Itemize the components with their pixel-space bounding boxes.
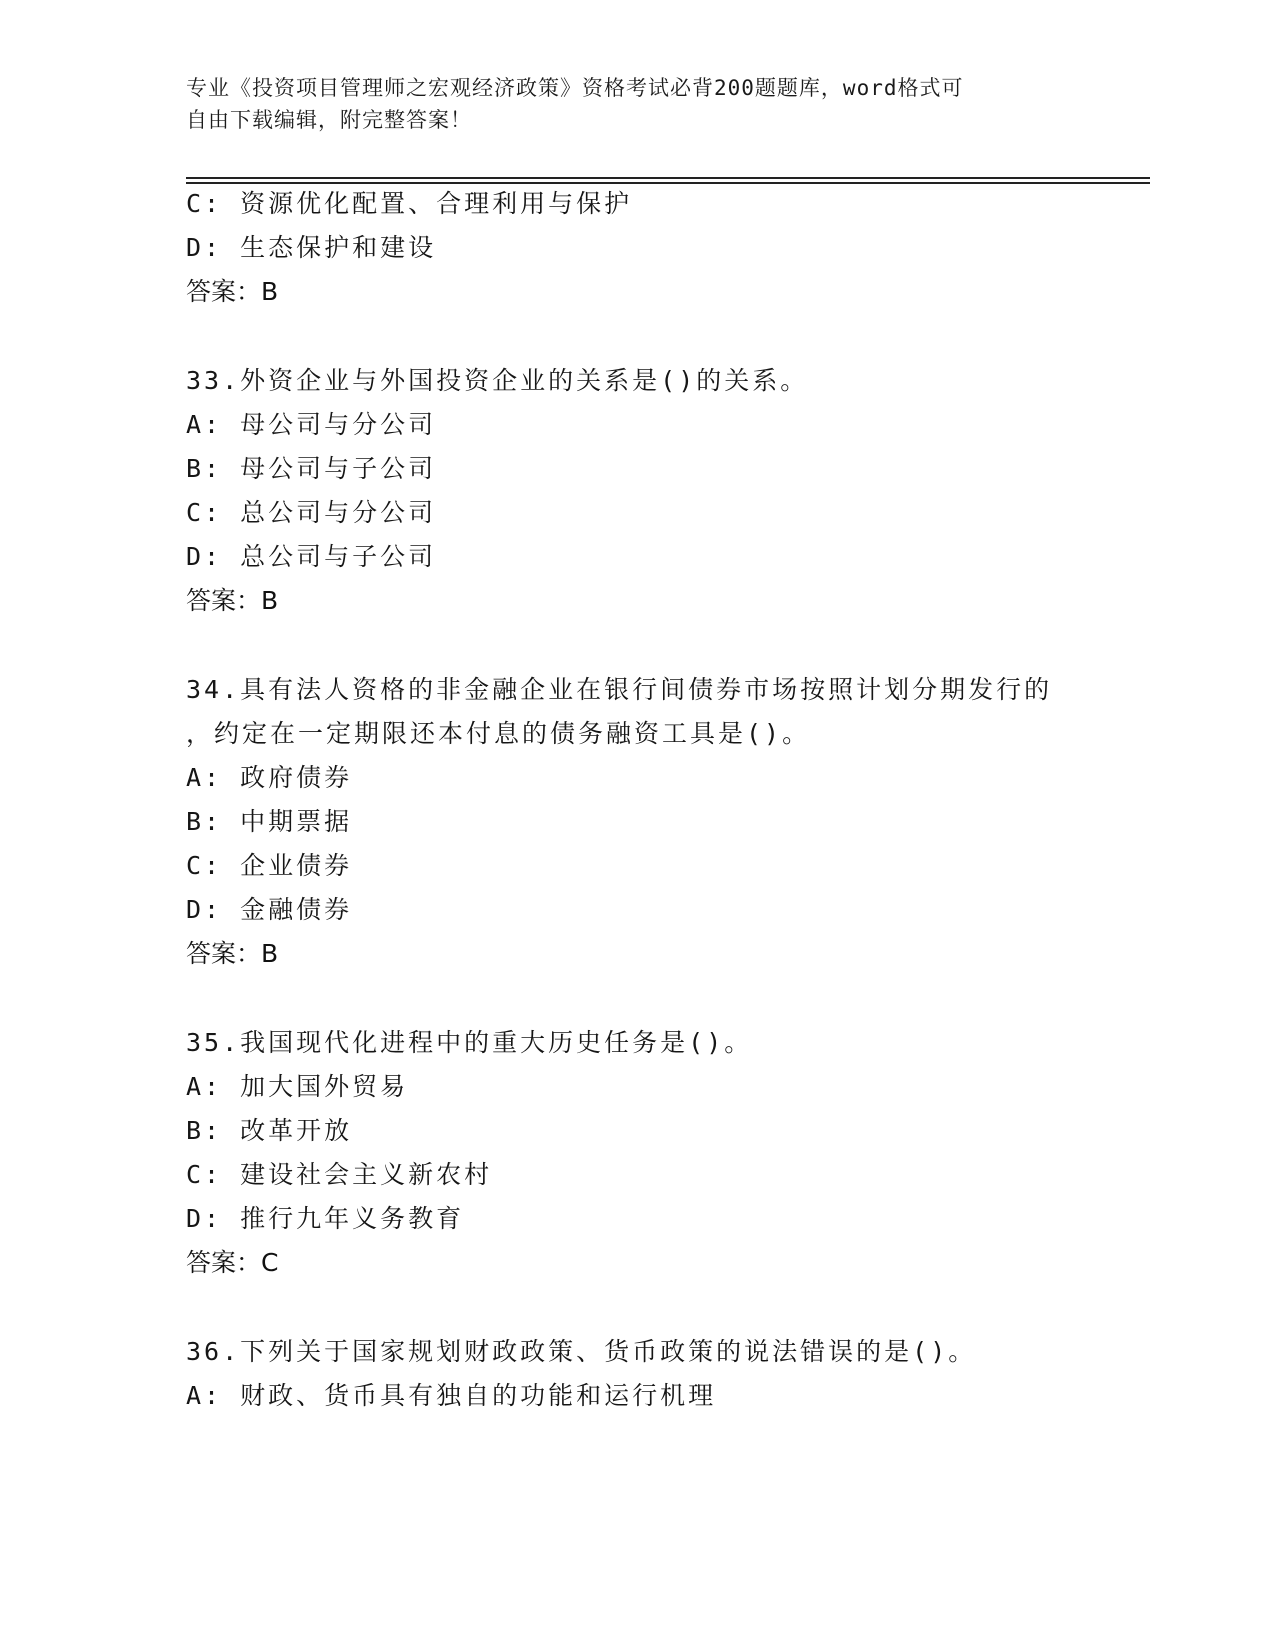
header-line-2: 自由下载编辑，附完整答案！ [186,108,472,132]
prev-answer: 答案：B [186,277,279,306]
q36-option-a: A: 财政、货币具有独自的功能和运行机理 [186,1381,717,1410]
q34-option-b: B: 中期票据 [186,807,353,836]
q33-option-d: D: 总公司与子公司 [186,542,437,571]
q34-question-line-1: 34.具有法人资格的非金融企业在银行间债券市场按照计划分期发行的 [186,675,1053,704]
q35-answer: 答案：C [186,1248,279,1277]
document-header [186,72,1066,136]
q33-option-c: C: 总公司与分公司 [186,498,437,527]
q35-option-c: C: 建设社会主义新农村 [186,1160,493,1189]
q34-option-a: A: 政府债券 [186,763,353,792]
q33-answer: 答案：B [186,586,279,615]
prev-option-d: D: 生态保护和建设 [186,233,437,262]
q34-option-c: C: 企业债券 [186,851,353,880]
prev-option-c: C: 资源优化配置、合理利用与保护 [186,189,633,218]
q33-question: 33.外资企业与外国投资企业的关系是()的关系。 [186,366,809,395]
q35-option-a: A: 加大国外贸易 [186,1072,409,1101]
q35-option-d: D: 推行九年义务教育 [186,1204,465,1233]
q33-option-b: B: 母公司与子公司 [186,454,437,483]
q35-question: 35.我国现代化进程中的重大历史任务是()。 [186,1028,753,1057]
header-divider-top [186,177,1150,179]
q35-option-b: B: 改革开放 [186,1116,353,1145]
q34-answer: 答案：B [186,939,279,968]
header-line-1: 专业《投资项目管理师之宏观经济政策》资格考试必背200题题库，word格式可 [186,76,964,100]
q33-option-a: A: 母公司与分公司 [186,410,437,439]
q36-question: 36.下列关于国家规划财政政策、货币政策的说法错误的是()。 [186,1337,977,1366]
q34-question-line-2: ，约定在一定期限还本付息的债务融资工具是()。 [186,719,811,748]
header-divider-bottom [186,182,1150,184]
q34-option-d: D: 金融债券 [186,895,353,924]
